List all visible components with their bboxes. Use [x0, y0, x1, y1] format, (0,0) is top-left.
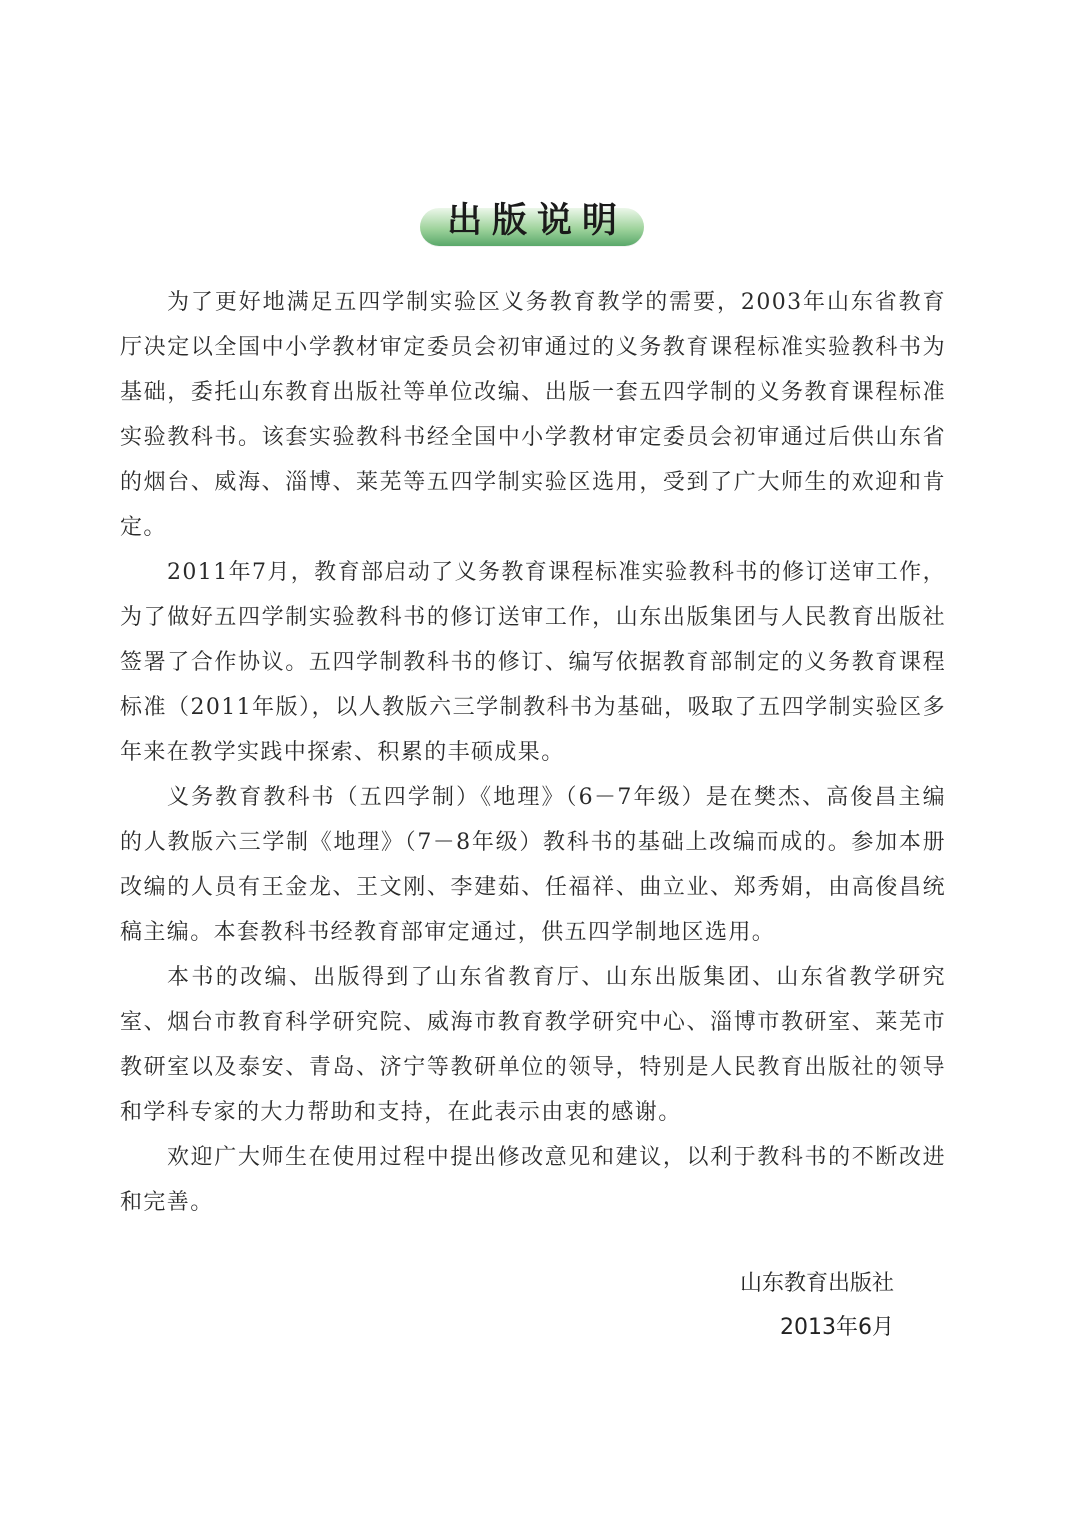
paragraph-revision: 2011年7月，教育部启动了义务教育课程标准实验教科书的修订送审工作，为了做好五四学制实验教科书的修订送审工作，山东出版集团与人民教育出版社签署了合作协议。五四学制教科书的修订、编写依据教育部制定的义务教育课程标准（2011年版），以人教版六三学制教科书为基础，吸取了五四学制实验区多年来在教学实践中探索、积累的丰硕成果。	[120, 560, 946, 765]
paragraph-intro: 为了更好地满足五四学制实验区义务教育教学的需要，2003年山东省教育厅决定以全国中小学教材审定委员会初审通过的义务教育课程标准实验教科书为基础，委托山东教育出版社等单位改编、出版一套五四学制的义务教育课程标准实验教科书。该套实验教科书经全国中小学教材审定委员会初审通过后供山东省的烟台、威海、淄博、莱芜等五四学制实验区选用，受到了广大师生的欢迎和肯定。	[120, 290, 946, 540]
paragraph-feedback: 欢迎广大师生在使用过程中提出修改意见和建议，以利于教科书的不断改进和完善。	[120, 1145, 946, 1215]
title-banner	[420, 196, 646, 252]
body-text	[120, 280, 946, 1225]
paragraph-acknowledgements: 本书的改编、出版得到了山东省教育厅、山东出版集团、山东省教学研究室、烟台市教育科学研究院、威海市教育教学研究中心、淄博市教研室、莱芜市教研室以及泰安、青岛、济宁等教研单位的领导，特别是人民教育出版社的领导和学科专家的大力帮助和支持，在此表示由衷的感谢。	[120, 965, 946, 1125]
page-title: 出版说明	[446, 200, 627, 241]
paragraph-editors: 义务教育教科书（五四学制）《地理》（6－7年级）是在樊杰、高俊昌主编的人教版六三学制《地理》（7－8年级）教科书的基础上改编而成的。参加本册改编的人员有王金龙、王文刚、李建茹、任福祥、曲立业、郑秀娟，由高俊昌统稿主编。本套教科书经教育部审定通过，供五四学制地区选用。	[120, 785, 946, 945]
publisher-name: 山东教育出版社	[739, 1271, 894, 1296]
publication-date: 2013年6月	[780, 1315, 894, 1340]
signature-block	[640, 1262, 894, 1350]
